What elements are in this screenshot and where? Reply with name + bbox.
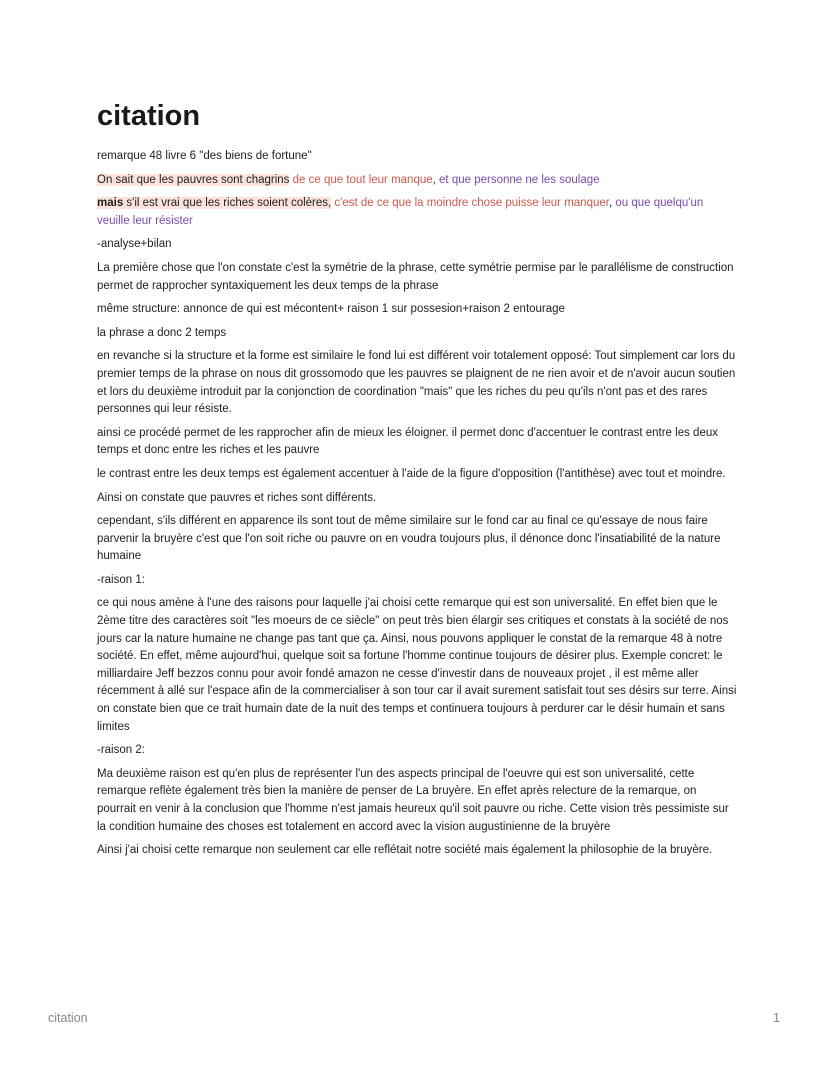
quote1-highlight: On sait que les pauvres sont chagrins [97,173,290,186]
heading-analyse: -analyse+bilan [97,238,172,251]
heading-raison-1: -raison 1: [97,573,145,586]
quote-line-2 [97,195,737,230]
paragraph: La première chose que l'on constate c'est la symétrie de la phrase, cette symétrie permise par le parallélisme de construction permet de rapprocher syntaxiquement les deux temps de la phrase [97,261,734,292]
paragraph: même structure: annonce de qui est mécontent+ raison 1 sur possesion+raison 2 entourage [97,303,565,316]
footer-title: citation [48,1011,88,1025]
paragraph: ce qui nous amène à l'une des raisons pour laquelle j'ai choisi cette remarque qui est son universalité. En effet bien que le 2ème titre des caractères soit "les moeurs de ce siècle" on peut très bien élargir ses critiques et constats à la société de nos jours car la nature humaine ne change pas tant que ça. Ainsi, nous pouvons appliquer le constat de la remarque 48 à notre société. En effet, même aujourd'hui, quelque soit sa fortune l'homme continue toujours de désirer plus. Exemple concret: le milliardaire Jeff bezzos connu pour avoir fondé amazon ne cesse d'investir dans de nouveaux projet , il est même aller récemment à allé sur l'espace afin de la commercialiser à son tour car il avait surement satisfait tout ses désirs sur terre. Ainsi on constate bien que ce trait humain date de la nuit des temps et continuera toujours à perdurer car le désir humain et sans limites [97,597,737,733]
quote2-riches: s'il est vrai que les riches soient colères, [123,197,332,210]
quote2-purple: ou que quelqu'un veuille leur résister [97,197,704,227]
quote-line-1 [97,172,737,190]
paragraph: le contrast entre les deux temps est également accentuer à l'aide de la figure d'opposition (l'antithèse) avec tout et moindre. [97,467,726,480]
quote1-red: de ce que tout leur manque [289,173,433,186]
paragraph: Ma deuxième raison est qu'en plus de représenter l'un des aspects principal de l'oeuvre qui est son universalité, cette remarque reflète également très bien la manière de penser de La bruyère. En effet après relecture de la remarque, on pourrait en venir à la conclusion que l'homme n'est jamais heureux qu'il soit pauvre ou riche. Cette vision très pessimiste sur la condition humaine des choses est totalement en accord avec la vision augustinienne de la bruyère [97,767,729,833]
document-title: citation [97,100,201,132]
quote1-purple: et que personne ne les soulage [439,173,600,186]
heading-raison-2: -raison 2: [97,744,145,757]
quote2-separator: , [608,197,616,210]
quote2-mais: mais [97,197,124,210]
paragraph: en revanche si la structure et la forme est similaire le fond lui est différent voir totalement opposé: Tout simplement car lors du premier temps de la phrase on nous dit grossomodo que les pauvres se plaignent de ne rien avoir et de n'avoir aucun soutien et lors du deuxième introduit par la conjonction de coordination "mais" que les riches du peu qu'ils n'ont pas et des rares personnes qui leur résiste. [97,350,736,416]
quote1-separator: , [432,173,440,186]
paragraph: ainsi ce procédé permet de les rapprocher afin de mieux les éloigner. il permet donc d'accentuer le contrast entre les deux temps et donc entre les riches et les pauvre [97,426,718,457]
paragraph: la phrase a donc 2 temps [97,326,227,339]
paragraph: cependant, s'ils différent en apparence ils sont tout de même similaire sur le fond car au final ce qu'essaye de nous faire parvenir la bruyère c'est que l'on soit riche ou pauvre on en voudra toujours plus, il dénonce donc l'insatiabilité de la nature humaine [97,515,721,563]
page-number: 1 [773,1011,780,1025]
paragraph: Ainsi on constate que pauvres et riches sont différents. [97,491,377,504]
paragraph: Ainsi j'ai choisi cette remarque non seulement car elle reflétait notre société mais également la philosophie de la bruyère. [97,844,713,857]
quote2-red: c'est de ce que la moindre chose puisse leur manquer [331,197,609,210]
subtitle: remarque 48 livre 6 "des biens de fortune" [97,150,312,162]
document-body [97,100,737,866]
quote2-highlight [97,197,331,209]
